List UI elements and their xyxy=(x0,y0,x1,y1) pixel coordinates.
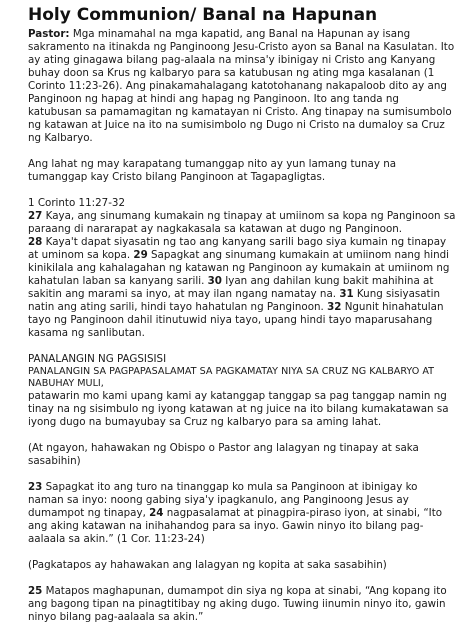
prayer-text: patawarin mo kami upang kami ay katanggap tanggap sa pag tanggap namin ng tinay na ng sisimbulo ng iyong katawan at ng juice na ito bilang kumakatawan sa iyong dugo na bumayubay sa Cruz ng kalbaryo para sa aming lahat. xyxy=(28,390,449,428)
verse-text: Matapos maghapunan, dumampot din siya ng kopa at sinabi, “Ang kopang ito ang bagong tipan na pinagtitibay ng aking dugo. Tuwing iinumin ninyo ito, gawin ninyo bilang pag-aalaala sa akin.” xyxy=(28,585,447,623)
verse-number: 24 xyxy=(149,507,164,519)
verse-text: Kaya, ang sinumang kumakain ng tinapay at umiinom sa kopa ng Panginoon sa paraang di nararapat ay nagkakasala sa katawan at dugo ng Panginoon. xyxy=(28,210,456,235)
cup-words xyxy=(28,585,456,624)
verse-number: 31 xyxy=(339,288,354,300)
verse-text: Kung sisiyasatin natin ang ating sarili, hindi tayo hahatulan ng Panginoon. xyxy=(28,288,440,313)
verse-number: 25 xyxy=(28,585,43,597)
verse-number: 27 xyxy=(28,210,43,222)
verse-number: 28 xyxy=(28,236,43,248)
speaker-label: Pastor: xyxy=(28,28,70,40)
verses-28-32 xyxy=(28,236,456,340)
verse-number: 32 xyxy=(327,301,342,313)
prayer-heading: PANALANGIN NG PAGSISISI xyxy=(28,353,167,365)
eligibility-paragraph: Ang lahat ng may karapatang tumanggap nito ay yun lamang tunay na tumanggap kay Cristo bilang Panginoon at Tagapagligtas. xyxy=(28,158,397,183)
rubric-cup: (Pagkatapos ay hahawakan ang lalagyan ng kopita at saka sasabihin) xyxy=(28,559,387,571)
bread-words xyxy=(28,481,456,546)
verse-number: 23 xyxy=(28,481,43,493)
verse-number: 29 xyxy=(133,249,148,261)
verse-text: Iyan ang dahilan kung bakit mahihina at sakitin ang marami sa inyo, at may ilan ngang namatay na. xyxy=(28,275,434,300)
verse-text: Sapagkat ito ang turo na tinanggap ko mula sa Panginoon at ibinigay ko naman sa inyo: noong gabing siya'y ipagkanulo, ang Panginoong Jesus ay dumampot ng tinapay, xyxy=(28,481,418,519)
scripture-reference: 1 Corinto 11:27-32 xyxy=(28,197,126,209)
intro-paragraph xyxy=(28,28,456,145)
verse-text: Kaya't dapat siyasatin ng tao ang kanyang sarili bago siya kumain ng tinapay at uminom sa kopa. xyxy=(28,236,447,261)
prayer-subheading: PANALANGIN SA PAGPAPASALAMAT SA PAGKAMATAY NIYA SA CRUZ NG KALBARYO AT NABUHAY MULI, xyxy=(28,366,435,389)
verse-text: Ngunit hinahatulan tayo ng Panginoon dahil itinutuwid niya tayo, upang hindi tayo maparusahang kasama ng sanlibutan. xyxy=(28,301,444,339)
page-title: Holy Communion/ Banal na Hapunan xyxy=(28,5,378,25)
verse-27 xyxy=(28,210,456,236)
intro-text: Mga minamahal na mga kapatid, ang Banal na Hapunan ay isang sakramento na itinakda ng Panginoong Jesu-Cristo ayon sa Banal na Kasulatan. Ito ay ating ginagawa bilang pag-alaala na minsa'y ibinigay ni Cristo ang Kanyang buhay doon sa Krus ng kalbaryo para sa katubusan ng ating mga kasalanan (1 Corinto 11:23-26). Ang pinakamahalagang katotohanang nakapaloob dito ay ang Panginoon ng hapag at hindi ang hapag ng Panginoon. Ito ang tanda ng katubusan sa pamamagitan ng kamatayan ni Cristo. Ang tinapay na sumisumbolo ng katawan at Juice na ito na sumisimbolo ng Dugo ni Cristo na dumaloy sa Cruz ng Kalbaryo. xyxy=(28,28,455,144)
verse-text: Sapagkat ang sinumang kumakain at umiinom nang hindi kinikilala ang kahalagahan ng katawan ng Panginoon ay kumakain at umiinom ng kahatulan laban sa kanyang sarili. xyxy=(28,249,450,287)
verse-text: nagpasalamat at pinagpira-piraso iyon, at sinabi, “Ito ang aking katawan na inihahandog para sa inyo. Gawin ninyo ito bilang pag-aalaala sa akin.” (1 Cor. 11:23-24) xyxy=(28,507,443,545)
verse-number: 30 xyxy=(207,275,222,287)
rubric-bread: (At ngayon, hahawakan ng Obispo o Pastor ang lalagyan ng tinapay at saka sasabihin) xyxy=(28,442,419,467)
